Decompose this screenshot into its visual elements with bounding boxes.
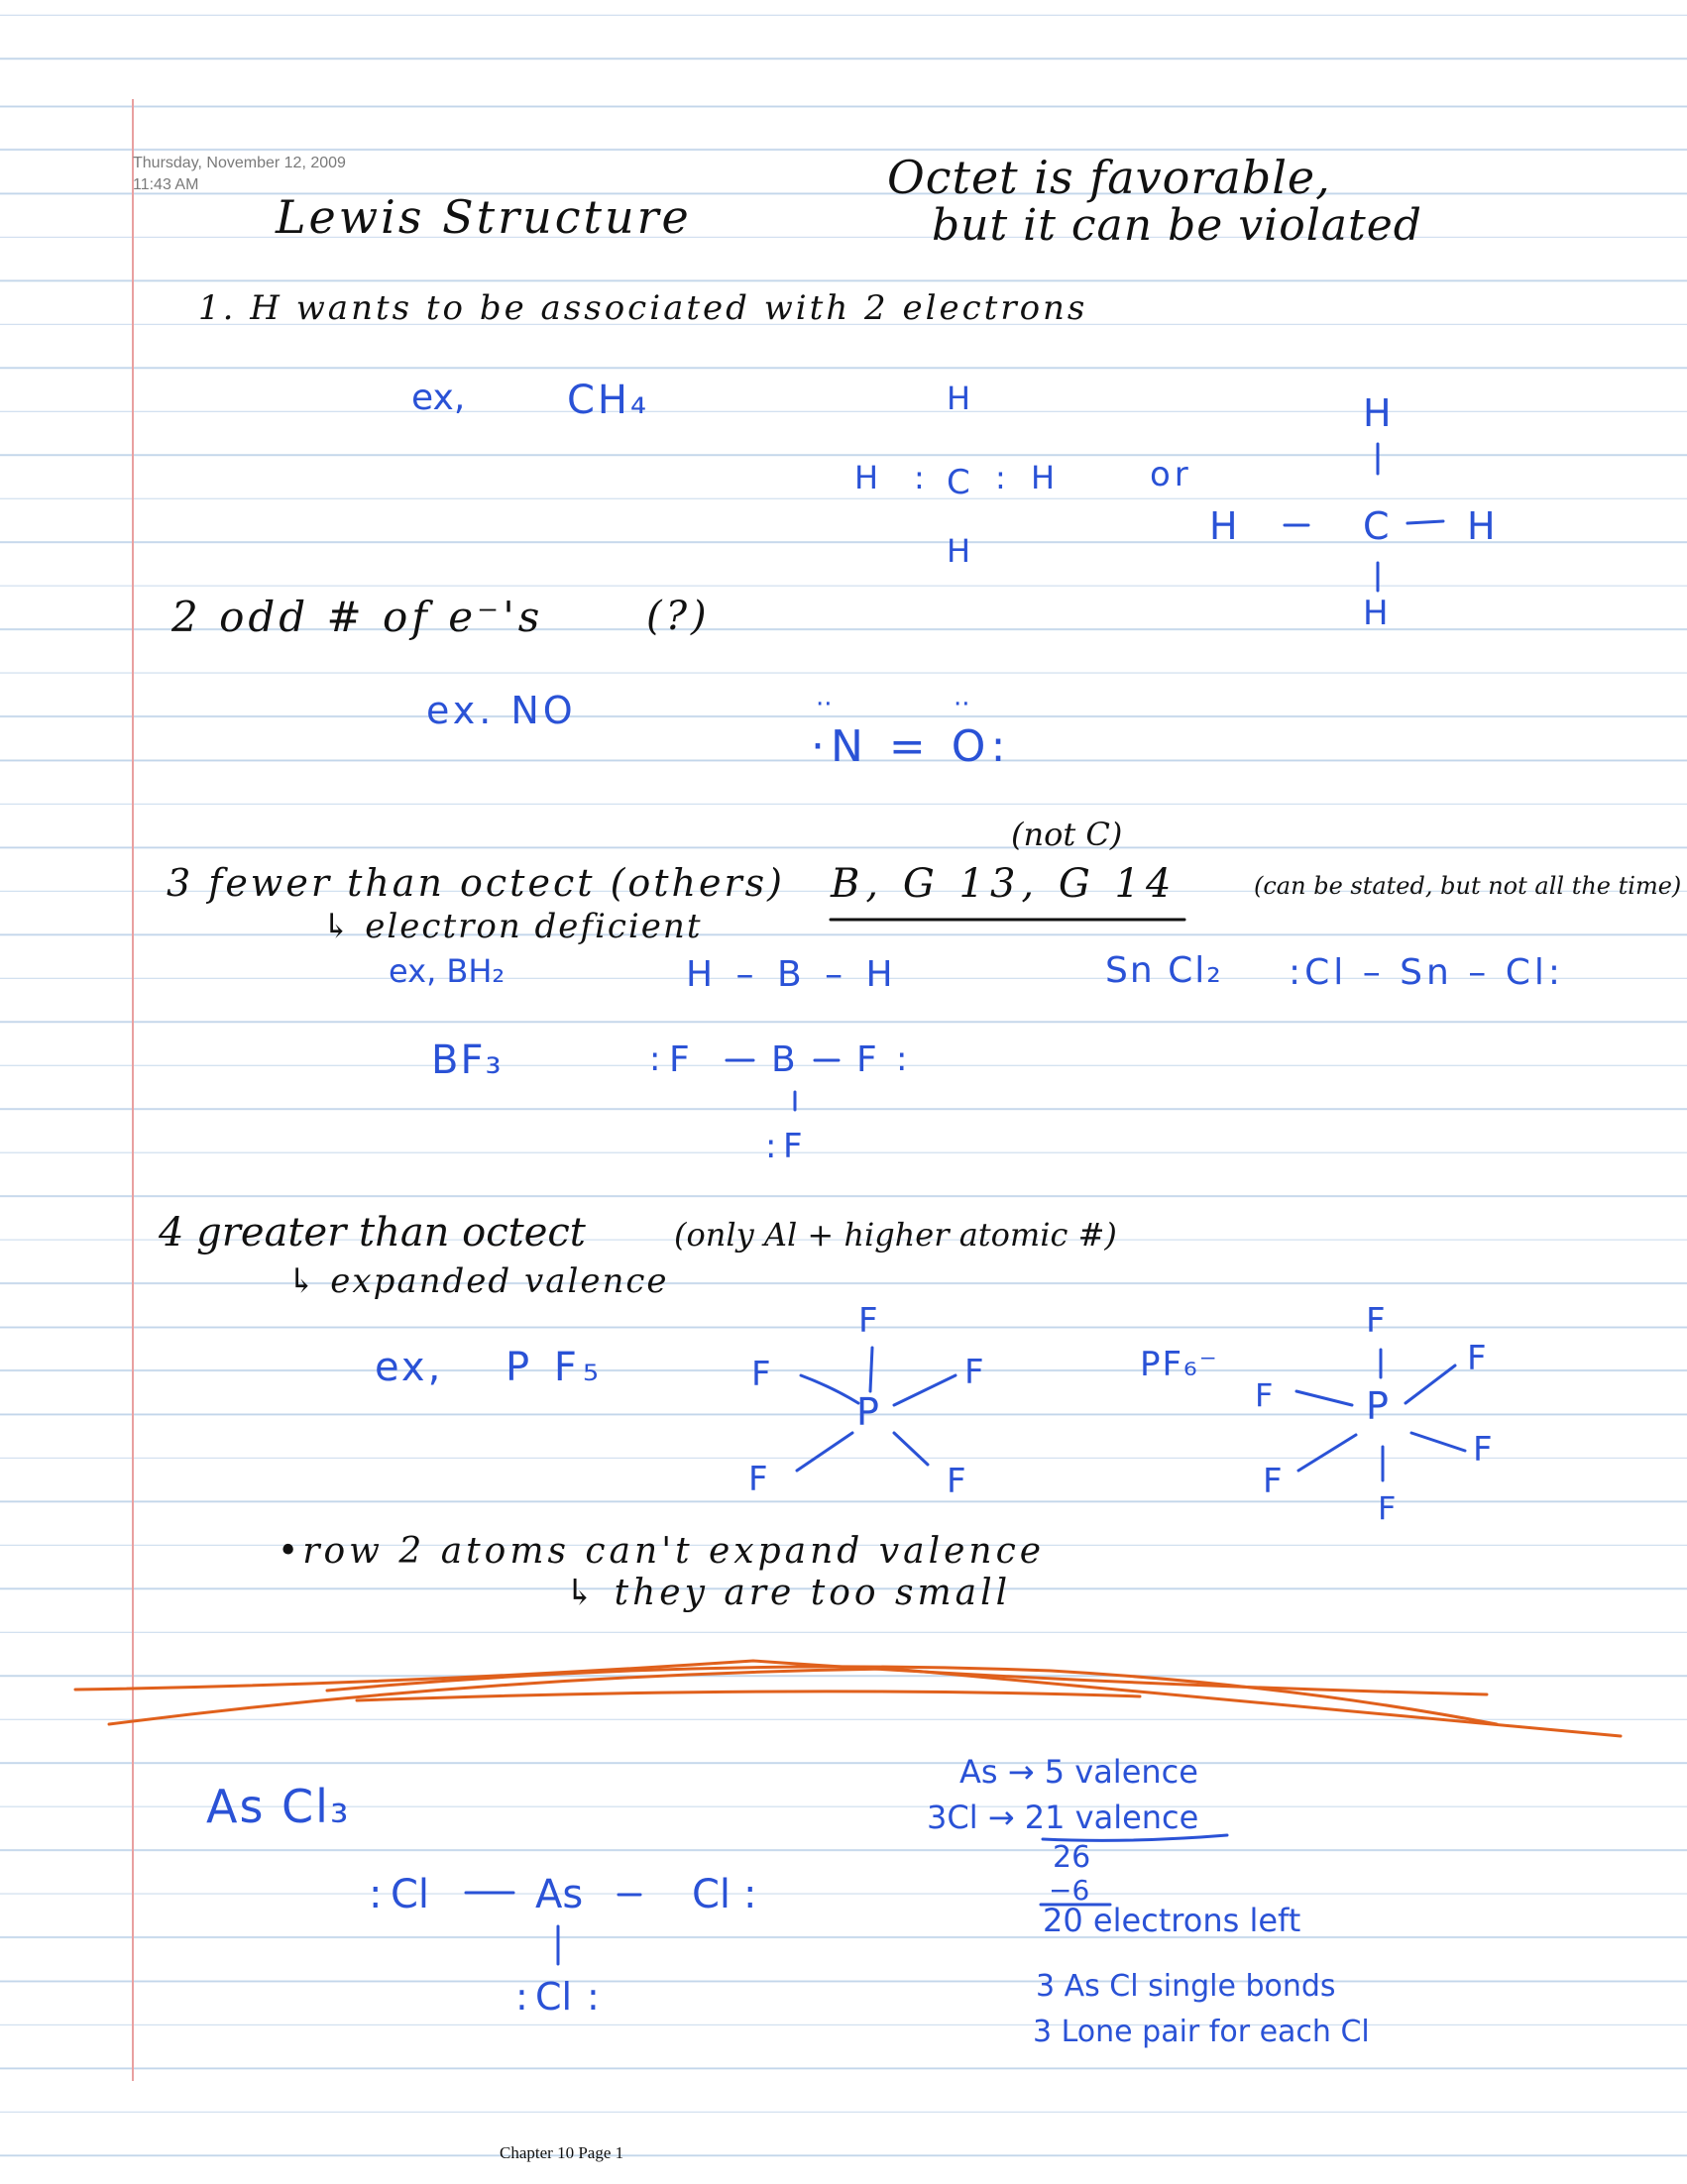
pf6-f-lower-left: F [1263,1462,1283,1501]
calc-line-2: 3Cl → 21 valence [927,1799,1199,1836]
pf6-f-upper-right: F [1467,1339,1487,1378]
pf5-f-top: F [858,1301,878,1341]
pf5-ex-label: ex, [375,1345,444,1390]
no-structure: ·N = O: [811,721,1012,772]
ch4-line-h-left: H [1209,504,1238,548]
bf3-f-bottom-pair: : [765,1127,777,1166]
ascl3-as: As [535,1872,584,1917]
pf5-bond-ur [894,1375,956,1405]
pf5-f-lower-right: F [947,1462,966,1501]
pf5-bond-ll [797,1433,852,1471]
ch4-line-h-bottom: H [1363,594,1389,633]
note-time: 11:43 AM [133,176,199,193]
ascl3-cl-right: Cl [692,1872,731,1917]
ch4-dot-pair-left: : [914,459,925,496]
orange-divider-3 [327,1667,1497,1724]
ascl3-cl-right-pair: : [743,1872,757,1917]
rule-4-note: (only Al + higher atomic #) [674,1216,1117,1254]
calc-line-1: As → 5 valence [959,1753,1198,1791]
ch4-formula: CH₄ [567,378,650,423]
sncl2-label: Sn Cl₂ [1105,950,1223,991]
pf5-bond-ul [801,1375,858,1403]
pf6-bond-ul [1296,1391,1352,1405]
ch4-bond-right [1407,521,1443,523]
bf3-f-bottom: F [783,1127,803,1166]
calc-line-3: 26 [1053,1840,1091,1875]
rule-3-sub: ↳ electron deficient [322,907,703,946]
pf5-f-upper-right: F [964,1353,984,1392]
pf5-formula: P F₅ [506,1345,605,1390]
page-title: Lewis Structure [276,190,692,244]
rule-2-question: (?) [646,594,711,639]
ch4-dot-h-top: H [947,380,971,417]
rule-3-not-c: (not C) [1011,816,1123,853]
calc-line-4: −6 [1049,1874,1090,1907]
ch4-line-h-top: H [1363,391,1392,435]
ascl3-cl-left: Cl [391,1872,430,1917]
ch4-dot-h-bottom: H [947,532,971,570]
bf3-f-right: F [856,1039,877,1080]
bf3-label: BF₃ [431,1037,504,1083]
pf5-f-upper-left: F [751,1355,771,1394]
rule-1: 1. H wants to be associated with 2 electrons [198,288,1088,328]
rule-2: 2 odd # of e⁻'s [171,593,544,641]
ascl3-cl-bottom: Cl [535,1975,573,2019]
calc-line-5: 20 electrons left [1043,1902,1301,1939]
no-example: ex. NO [426,689,577,732]
ascl3-cl-bottom-pair-right: : [587,1975,600,2019]
bf3-f-right-pair: : [896,1039,908,1079]
ch4-ex-label: ex, [411,378,466,418]
ascl3-label: As Cl₃ [206,1780,351,1833]
ascl3-cl-bottom-pair: : [515,1975,528,2019]
pf6-f-upper-left: F [1255,1376,1274,1414]
ascl3-cl-left-pair: : [369,1872,383,1917]
pf6-bond-ll [1298,1435,1356,1471]
row2-sub: ↳ they are too small [565,1573,1012,1613]
bh2-label: ex, BH₂ [389,952,506,990]
rule-4-sub: ↳ expanded valence [287,1261,669,1301]
pf6-bond-ur [1406,1365,1455,1403]
ch4-dot-h-left: H [854,459,879,496]
bh2-structure: H – B – H [686,954,899,995]
octet-note-line2: but it can be violated [932,200,1422,251]
ch4-line-h-right: H [1467,504,1496,548]
ch4-line-c: C [1363,504,1390,548]
pf5-bond-top [870,1348,872,1391]
pf5-f-lower-left: F [748,1460,768,1499]
calc-line-7: 3 Lone pair for each Cl [1033,2015,1370,2049]
pf6-f-lower-right: F [1473,1430,1493,1470]
bf3-f-left: F [669,1039,690,1080]
orange-divider-4 [357,1692,1140,1700]
pf5-p: P [856,1390,879,1434]
no-o-lonepair: ·· [954,690,970,719]
rule-3-groups: B, G 13, G 14 [831,861,1178,907]
pf6-label: PF₆⁻ [1140,1345,1219,1384]
orange-divider-2 [109,1669,1621,1736]
pf5-bond-lr [894,1433,928,1465]
rule-4: 4 greater than octect [159,1210,586,1256]
pf6-bond-lr [1411,1433,1465,1451]
pf6-f-top: F [1366,1301,1386,1341]
sncl2-structure: :Cl – Sn – Cl: [1289,952,1564,993]
bf3-f-left-pair: : [649,1039,661,1079]
rule-3-note: (can be stated, but not all the time) [1254,872,1682,900]
page-footer: Chapter 10 Page 1 [500,2143,624,2162]
bf3-b: B [771,1039,796,1080]
row2-note: •row 2 atoms can't expand valence [278,1531,1046,1572]
orange-divider-1 [75,1661,1487,1694]
ch4-dot-pair-right: : [995,459,1006,496]
rule-3: 3 fewer than octect (others) [167,861,785,905]
octet-note-line1: Octet is favorable, [887,151,1331,204]
no-n-lonepair: ·· [816,690,833,719]
calc-line-6: 3 As Cl single bonds [1036,1969,1336,2004]
ch4-dot-h-right: H [1031,459,1056,496]
margin-line [132,99,134,2081]
pf6-f-bottom: F [1378,1489,1397,1527]
ch4-or: or [1150,455,1192,494]
note-date: Thursday, November 12, 2009 [133,155,346,171]
ch4-dot-c: C [947,463,970,502]
pf6-p: P [1366,1384,1389,1428]
